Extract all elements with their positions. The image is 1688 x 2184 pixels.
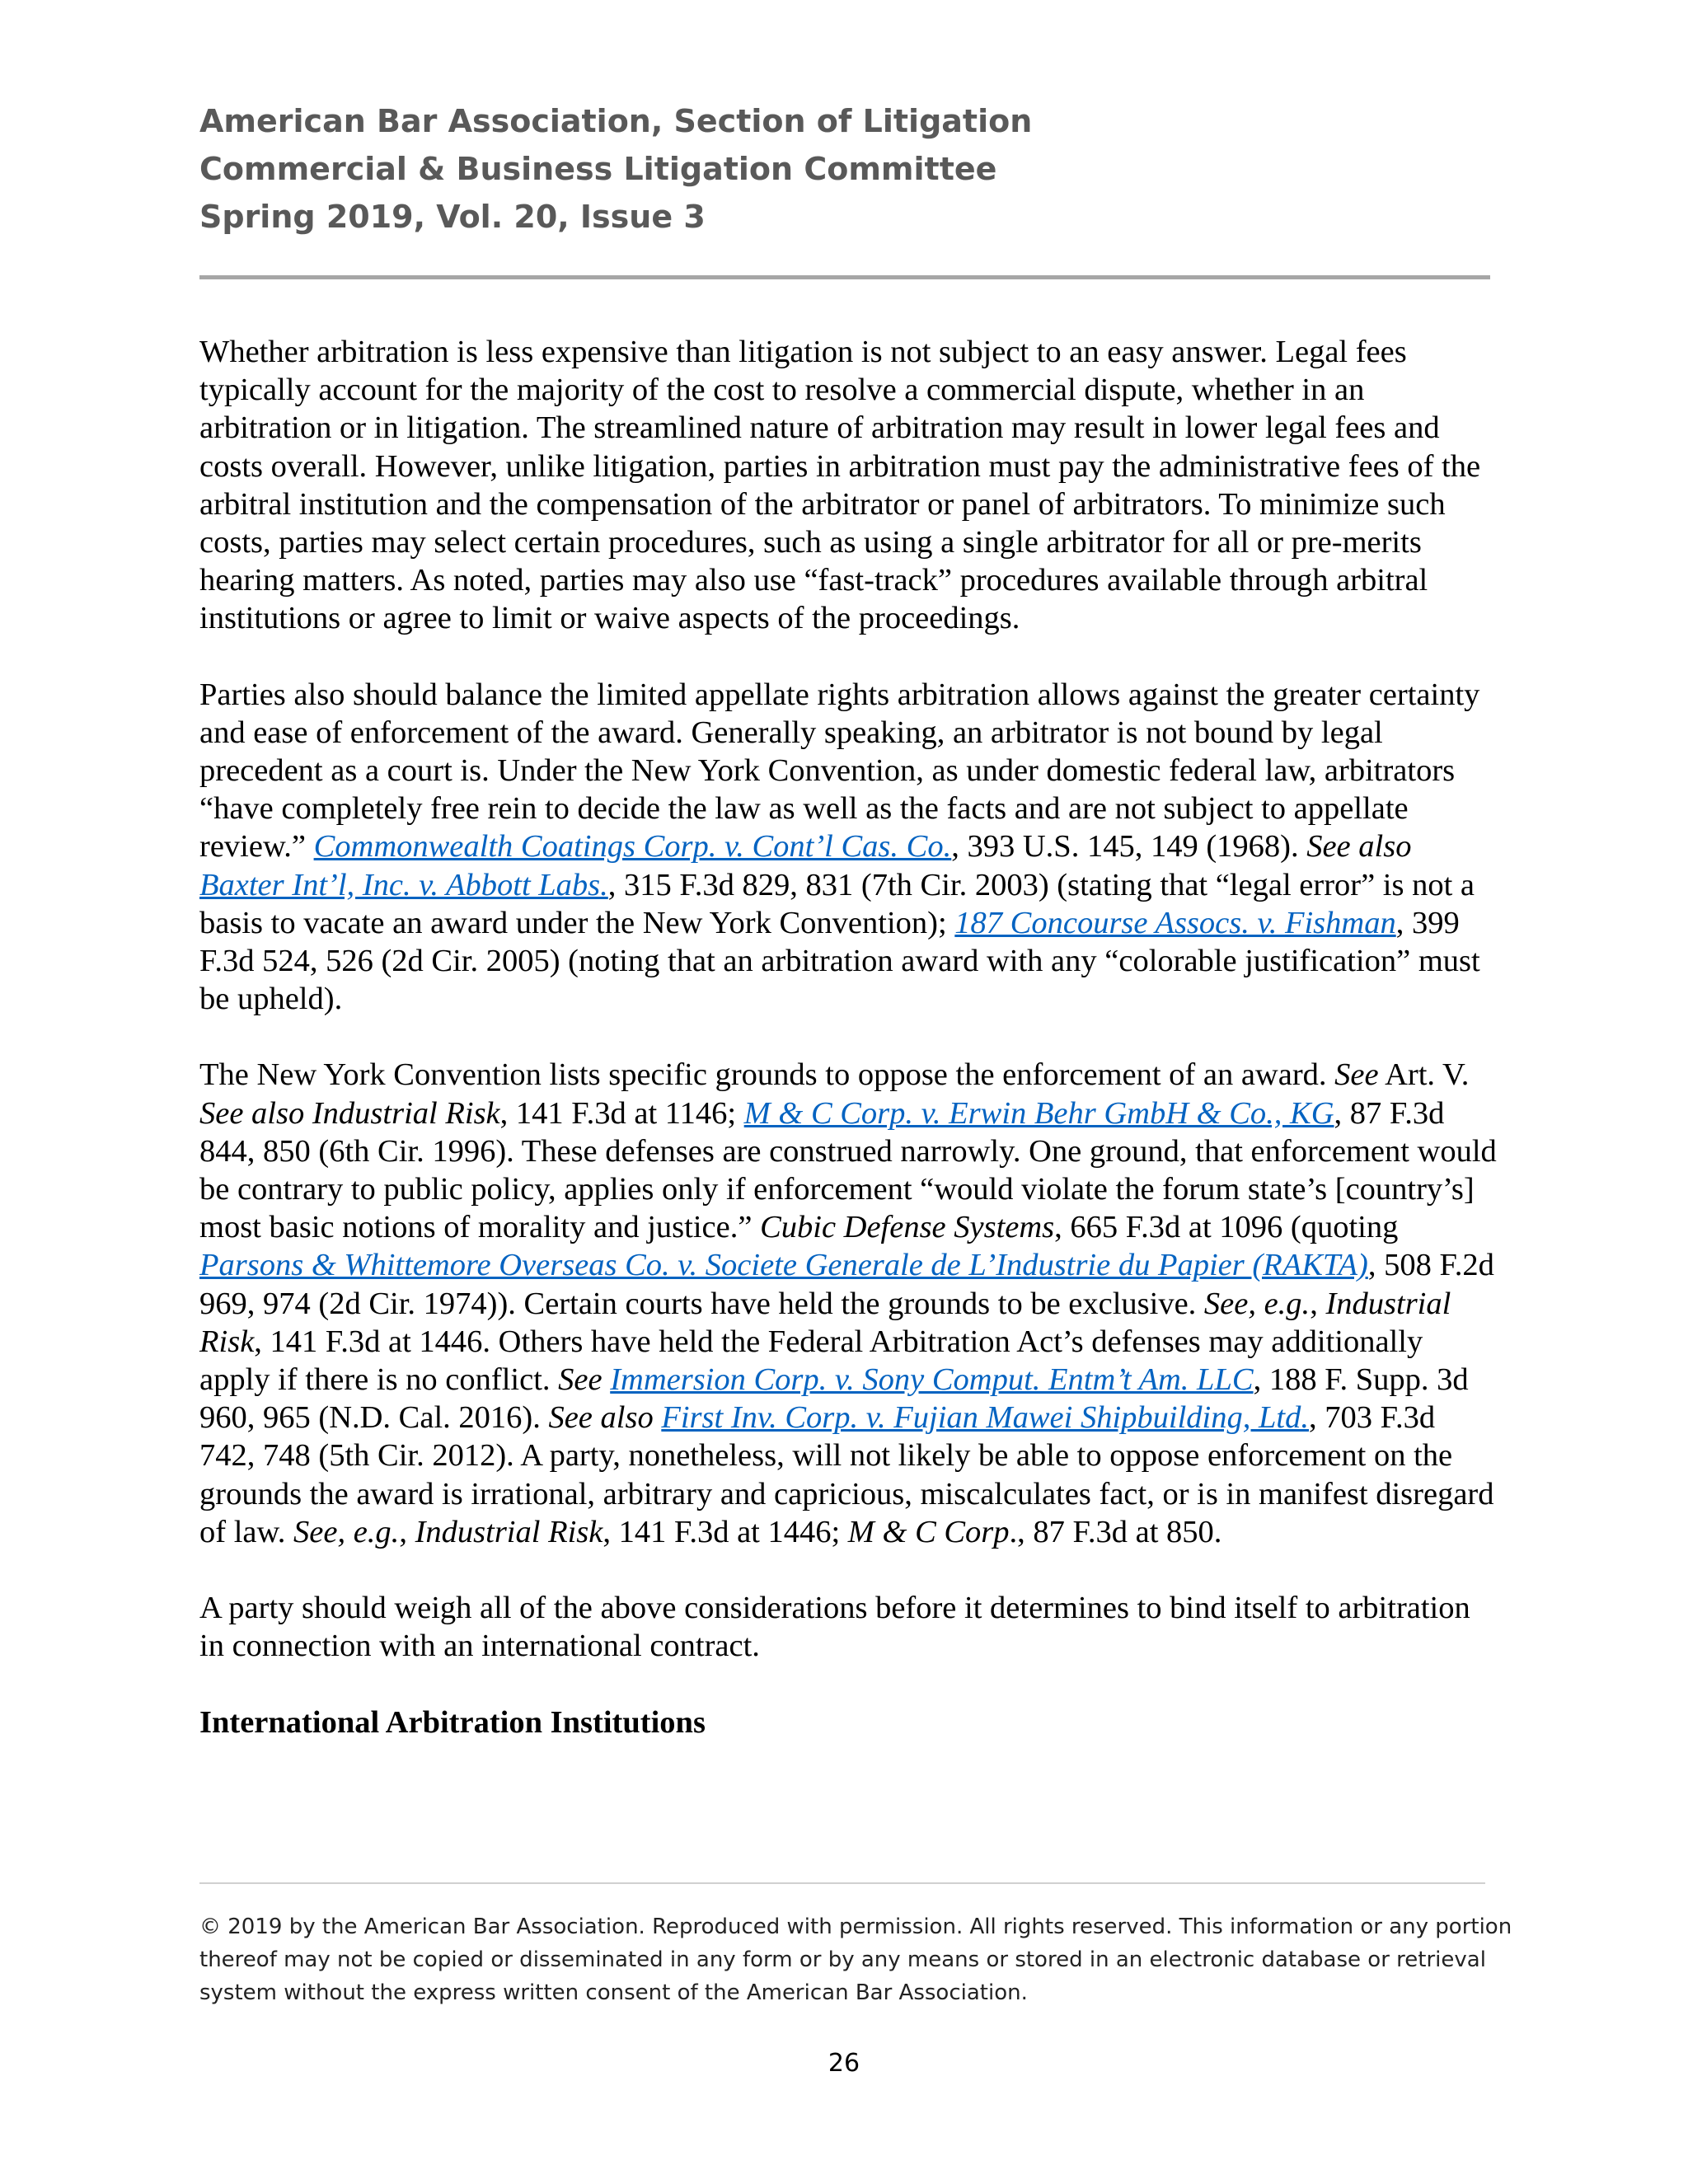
text-segment: , 665 F.3d at 1096 (quoting [1054, 1210, 1399, 1245]
header-line-organization: American Bar Association, Section of Litigation [199, 103, 1033, 139]
citation-link-baxter[interactable]: Baxter Int’l, Inc. v. Abbott Labs. [199, 867, 608, 902]
article-body [199, 333, 1498, 1741]
signal-italic: See, e.g. [1203, 1286, 1311, 1321]
footer-divider [199, 1882, 1485, 1884]
citation-link-first-inv-corp[interactable]: First Inv. Corp. v. Fujian Mawei Shipbuilding, Ltd. [661, 1400, 1309, 1436]
signal-italic: See [558, 1362, 603, 1398]
signal-italic: See also Industrial Risk [199, 1095, 500, 1131]
case-name-italic: M & C Corp [847, 1514, 1010, 1549]
paragraph-conclusion: A party should weigh all of the above considerations before it determines to bind itself to arbitration in connection with an international contract. [199, 1591, 1470, 1664]
text-segment: , 87 F.3d 844, 850 (6th Cir. 1996). These defenses are construed narrowly. One ground, that enforcement would be contrary to public policy, applies only if enforcement “would violate the forum state’s [country’s] most basic notions of morality and justice.” [199, 1095, 1497, 1245]
text-segment: , 141 F.3d at 1446; [603, 1514, 848, 1549]
signal-italic: See, e.g. [293, 1514, 400, 1549]
text-segment [654, 1400, 662, 1435]
text-segment: ., 87 F.3d at 850. [1009, 1514, 1222, 1549]
case-name-italic: Industrial Risk [199, 1286, 1451, 1359]
signal-italic: See [1334, 1057, 1379, 1093]
citation-link-immersion-corp[interactable]: Immersion Corp. v. Sony Comput. Entm’t Am. LLC [610, 1362, 1254, 1398]
text-segment: , [399, 1514, 415, 1549]
text-segment: , 393 U.S. 145, 149 (1968). [951, 829, 1307, 865]
copyright-notice: © 2019 by the American Bar Association. Reproduced with permission. All rights reserved. This information or any portion thereof may not be copied or disseminated in any form or by any means or stored in an electronic database or retrieval system without the express written consent of the American Bar Association. [199, 1915, 1512, 2005]
signal-italic: See also [548, 1400, 654, 1436]
paragraph-enforcement-grounds [199, 1056, 1498, 1551]
journal-header [199, 97, 1493, 241]
signal-italic: See also [1306, 829, 1412, 865]
section-heading: International Arbitration Institutions [199, 1704, 706, 1740]
text-segment: Parties also should balance the limited appellate rights arbitration allows against the greater certainty and ease of enforcement of the award. Generally speaking, an arbitrator is not bound by legal precedent as a court is. Under the New York Convention, as under domestic federal law, arbitrators “have completely free rein to decide the law as well as the facts and are not subject to appellate review.” [199, 677, 1480, 865]
text-segment: , 399 F.3d 524, 526 (2d Cir. 2005) (noting that an arbitration award with any “colorable justification” must be upheld). [199, 905, 1480, 1017]
text-segment: , [1310, 1286, 1326, 1321]
text-segment: , 315 F.3d 829, 831 (7th Cir. 2003) (stating that “legal error” is not a basis to vacate an award under the New York Convention); [199, 867, 1475, 940]
paragraph-appellate-rights [199, 676, 1498, 1019]
citation-link-parsons-whittemore[interactable]: Parsons & Whittemore Overseas Co. v. Societe Generale de L’Industrie du Papier (RAKTA) [199, 1248, 1368, 1283]
text-segment: , 141 F.3d at 1446. Others have held the Federal Arbitration Act’s defenses may additionally apply if there is no conflict. [199, 1324, 1423, 1398]
text-segment: , 508 F.2d 969, 974 (2d Cir. 1974)). Certain courts have held the grounds to be exclusive. [199, 1248, 1494, 1321]
case-name-italic: Industrial Risk [415, 1514, 603, 1549]
text-segment [603, 1362, 611, 1397]
text-segment: , 141 F.3d at 1146; [499, 1095, 744, 1131]
text-segment: The New York Convention lists specific grounds to oppose the enforcement of an award. [199, 1057, 1335, 1093]
text-segment: , 703 F.3d 742, 748 (5th Cir. 2012). A party, nonetheless, will not likely be able to oppose enforcement on the grounds the award is irrational, arbitrary and capricious, miscalculates fact, or is in manifest disregard of law. [199, 1400, 1494, 1549]
header-line-issue: Spring 2019, Vol. 20, Issue 3 [199, 199, 706, 235]
header-line-committee: Commercial & Business Litigation Committee [199, 151, 997, 187]
case-name-italic: Cubic Defense Systems [760, 1210, 1055, 1245]
paragraph-arbitration-cost: Whether arbitration is less expensive than litigation is not subject to an easy answer. Legal fees typically account for the majority of the cost to resolve a commercial dispute, whether in an arbitration or in litigation. The streamlined nature of arbitration may result in lower legal fees and costs overall. However, unlike litigation, parties in arbitration must pay the administrative fees of the arbitral institution and the compensation of the arbitrator or panel of arbitrators. To minimize such costs, parties may select certain procedures, such as using a single arbitrator for all or pre-merits hearing matters. As noted, parties may also use “fast-track” procedures available through arbitral institutions or agree to limit or waive aspects of the proceedings. [199, 335, 1481, 636]
text-segment: , 188 F. Supp. 3d 960, 965 (N.D. Cal. 2016). [199, 1362, 1469, 1436]
citation-link-187-concourse[interactable]: 187 Concourse Assocs. v. Fishman [954, 905, 1396, 940]
header-divider [199, 275, 1490, 279]
citation-link-m-and-c-corp[interactable]: M & C Corp. v. Erwin Behr GmbH & Co., KG [743, 1095, 1334, 1131]
page-number: 26 [828, 2049, 860, 2078]
citation-link-commonwealth-coatings[interactable]: Commonwealth Coatings Corp. v. Cont’l Cas. Co. [313, 829, 952, 865]
text-segment: Art. V. [1378, 1057, 1470, 1093]
